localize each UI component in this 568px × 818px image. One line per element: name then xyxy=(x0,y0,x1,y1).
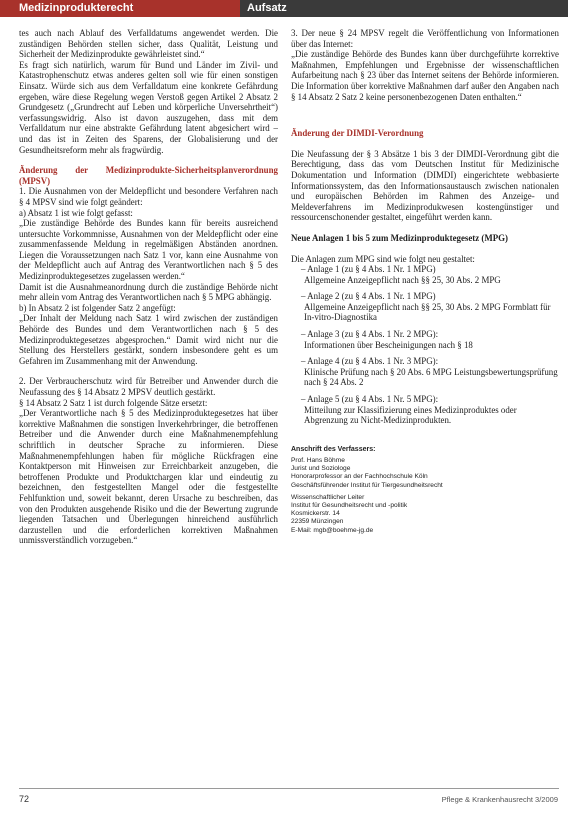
paragraph: Die Neufassung der § 3 Absätze 1 bis 3 der DIMDI-Verordnung gibt die Berechtigung, dass das vom Deutschen Institut für Medizinische Dokumentation und Information (DIMDI) eingerichtete webbasierte Informationssystem, das den Informationsaustausch zwischen nationalen und europäischen Behörden im Rahmen des Anzeige- und Meldeverfahrens im Medizinprodukwesen kostengünstiger und ressourcenschonender gestaltet, eingeführt werden kann. xyxy=(291,148,559,223)
paragraph: b) In Absatz 2 ist folgender Satz 2 angefügt: xyxy=(19,302,176,313)
paragraph: „Der Inhalt der Meldung nach Satz 1 wird zwischen der zuständigen Behörde des Bundes und dem Verantwortlichen nach § 5 des Medizinproduktegesetzes abgesprochen.“ Damit wird nicht nur die Stellung des Herstellers gestärkt, sondern insbesondere geht es um Gefahren im Zusammenhang mit der Anwendung. xyxy=(19,313,278,366)
address-line: Prof. Hans Böhme xyxy=(291,457,345,465)
paragraph: „Der Verantwortliche nach § 5 des Medizinproduktegesetzes hat über korrektive Maßnahmen die sonstigen Inverkehrbringer, die betroffenen Betreiber und die Anwender durch eine Maßnahmenempfehlung schriftlich in deutscher Sprache zu informieren. Diese Maßnahmenempfehlungen haben für mögliche Rückfragen eine Kontaktperson mit Hinweisen zur Erreichbarkeit anzugeben, die betroffenen Produkte und Produktchargen klar und eindeutig zu bezeichnen, den festgestellten Mangel oder die festgestellte Fehlfunktion und, soweit bekannt, deren Ursache zu beschreiben, das von den Produkten ausgehende Risiko und die der Bewertung zugrunde liegenden Tatsachen und Überlegungen hinreichend ausführlich darzustellen und die erforderlichen korrektiven Maßnahmen unmissverständlich vorzugeben.“ xyxy=(19,408,278,546)
header-article-type: Aufsatz xyxy=(247,2,287,14)
address-line: Honorarprofessor an der Fachhochschule Köln xyxy=(291,473,428,481)
section-heading-mpsv: Änderung der Medizinprodukte-Sicherheitsplanverordnung (MPSV) xyxy=(19,165,278,186)
address-line: Kosmickerstr. 14 xyxy=(291,510,340,518)
list-item: – Anlage 4 (zu § 4 Abs. 1 Nr. 3 MPG): xyxy=(301,356,439,367)
list-item: – Anlage 3 (zu § 4 Abs. 1 Nr. 2 MPG): xyxy=(301,329,439,340)
footer-divider xyxy=(19,788,559,789)
journal-reference: Pflege & Krankenhausrecht 3/2009 xyxy=(441,795,558,804)
paragraph: Damit ist die Ausnahmeanordnung durch die zuständige Behörde nicht mehr allein vom Antrag des Verantwortlichen nach § 5 MPG abhängig. xyxy=(19,281,278,303)
section-heading-anlagen: Neue Anlagen 1 bis 5 zum Medizinproduktegesetz (MPG) xyxy=(291,232,509,243)
address-line: Institut für Gesundheitsrecht und -politik xyxy=(291,502,408,510)
left-column xyxy=(19,28,278,546)
paragraph: „Die zuständige Behörde des Bundes kann für bereits ausreichend untersuchte Vorkommnisse, Ausnahmen von der Meldepflicht oder eine zusammenfassende Meldung in regelmäßigen Abständen anordnen. Liegen die Voraussetzungen nach Satz 1 vor, kann eine Ausnahme von der Meldepflicht auch auf Antrag des Verantwortlichen nach § 5 des Medizinproduktegesetzes zugelassen werden.“ xyxy=(19,218,278,282)
list-item-detail: Allgemeine Anzeigepflicht nach §§ 25, 30 Abs. 2 MPG xyxy=(304,274,501,285)
right-column xyxy=(291,28,559,535)
paragraph: 1. Die Ausnahmen von der Meldepflicht und besondere Verfahren nach § 4 MPSV sind wie folgt geändert: xyxy=(19,186,278,207)
paragraph: a) Absatz 1 ist wie folgt gefasst: xyxy=(19,207,133,218)
list-item-detail: Klinische Prüfung nach § 20 Abs. 6 MPG Leistungsbewertungsprüfung nach § 24 Abs. 2 xyxy=(304,366,558,388)
paragraph: § 14 Absatz 2 Satz 1 ist durch folgende Sätze ersetzt: xyxy=(19,397,208,408)
address-email: E-Mail: mgb@boehme-jg.de xyxy=(291,526,374,534)
list-item-detail: Allgemeine Anzeigepflicht nach §§ 25, 30 Abs. 2 MPG Formblatt für In-vitro-Diagnostika xyxy=(304,301,551,323)
list-item: – Anlage 5 (zu § 4 Abs. 1 Nr. 5 MPG): xyxy=(301,394,439,405)
author-address-heading: Anschrift des Verfassers: xyxy=(291,445,376,453)
list-item-detail: Mitteilung zur Klassifizierung eines Medizinproduktes oder Abgrenzung zu Nicht-Medizinprodukten. xyxy=(304,404,517,426)
list-item: – Anlage 1 (zu § 4 Abs. 1 Nr. 1 MPG) xyxy=(301,264,436,275)
list-item: – Anlage 2 (zu § 4 Abs. 1 Nr. 1 MPG) xyxy=(301,291,436,302)
address-line: Wissenschaftlicher Leiter xyxy=(291,493,365,501)
section-heading-dimdi: Änderung der DIMDI-Verordnung xyxy=(291,128,424,139)
address-line: Geschäftsführender Institut für Tiergesundheitsrecht xyxy=(291,481,443,489)
paragraph: 2. Der Verbraucherschutz wird für Betreiber und Anwender durch die Neufassung des § 14 Absatz 2 MPSV deutlich gestärkt. xyxy=(19,376,278,397)
author-address xyxy=(291,446,559,535)
address-line: Jurist und Soziologe xyxy=(291,465,351,473)
paragraph: „Die zuständige Behörde des Bundes kann über durchgeführte korrektive Maßnahmen, Empfehlungen und Ergebnisse der wissenschaftlichen Aufarbeitung nach § 23 über das Internet seitens der Behörde informieren. Die Information über korrektive Maßnahmen darf außer den Angaben nach § 14 Absatz 2 Satz 2 keine personenbezogenen Daten enthalten.“ xyxy=(291,49,559,102)
paragraph: tes auch nach Ablauf des Verfalldatums angewendet werden. Die zuständigen Behörden stellen sicher, dass Qualität, Leistung und Sicherheit der Medizinprodukte gewährleistet sind.“ xyxy=(19,28,278,60)
paragraph: 3. Der neue § 24 MPSV regelt die Veröffentlichung von Informationen über das Internet: xyxy=(291,28,559,49)
header-section-title: Medizinprodukterecht xyxy=(19,2,134,14)
page-number: 72 xyxy=(19,794,30,804)
list-item-detail: Informationen über Bescheinigungen nach § 18 xyxy=(304,339,473,350)
address-line: 22359 Münzingen xyxy=(291,518,344,526)
running-header xyxy=(0,0,568,17)
paragraph: Es fragt sich natürlich, warum für Bund und Länder im Zivil- und Katastrophenschutz etwas anderes gelten soll wie für einen sonstigen Einsatz. Würde sich aus dem Verfalldatum eine konkrete Gefährdung ergeben, wäre diese Regelung wegen Verstoß gegen Artikel 2 Absatz 2 Grundgesetz („Grundrecht auf Leben und körperliche Unversehrtheit“) verfassungswidrig. Also ist davon auszugehen, dass mit dem Verfalldatum nur eine abstrakte Gefährdung latent abgesichert wird – und das ist in Zeiten des Sparens, der Globalisierung und der Gesundheitsreform mehr als fragwürdig. xyxy=(19,59,278,155)
header-dark-bar xyxy=(240,0,568,17)
paragraph: Die Anlagen zum MPG sind wie folgt neu gestaltet: xyxy=(291,253,475,264)
